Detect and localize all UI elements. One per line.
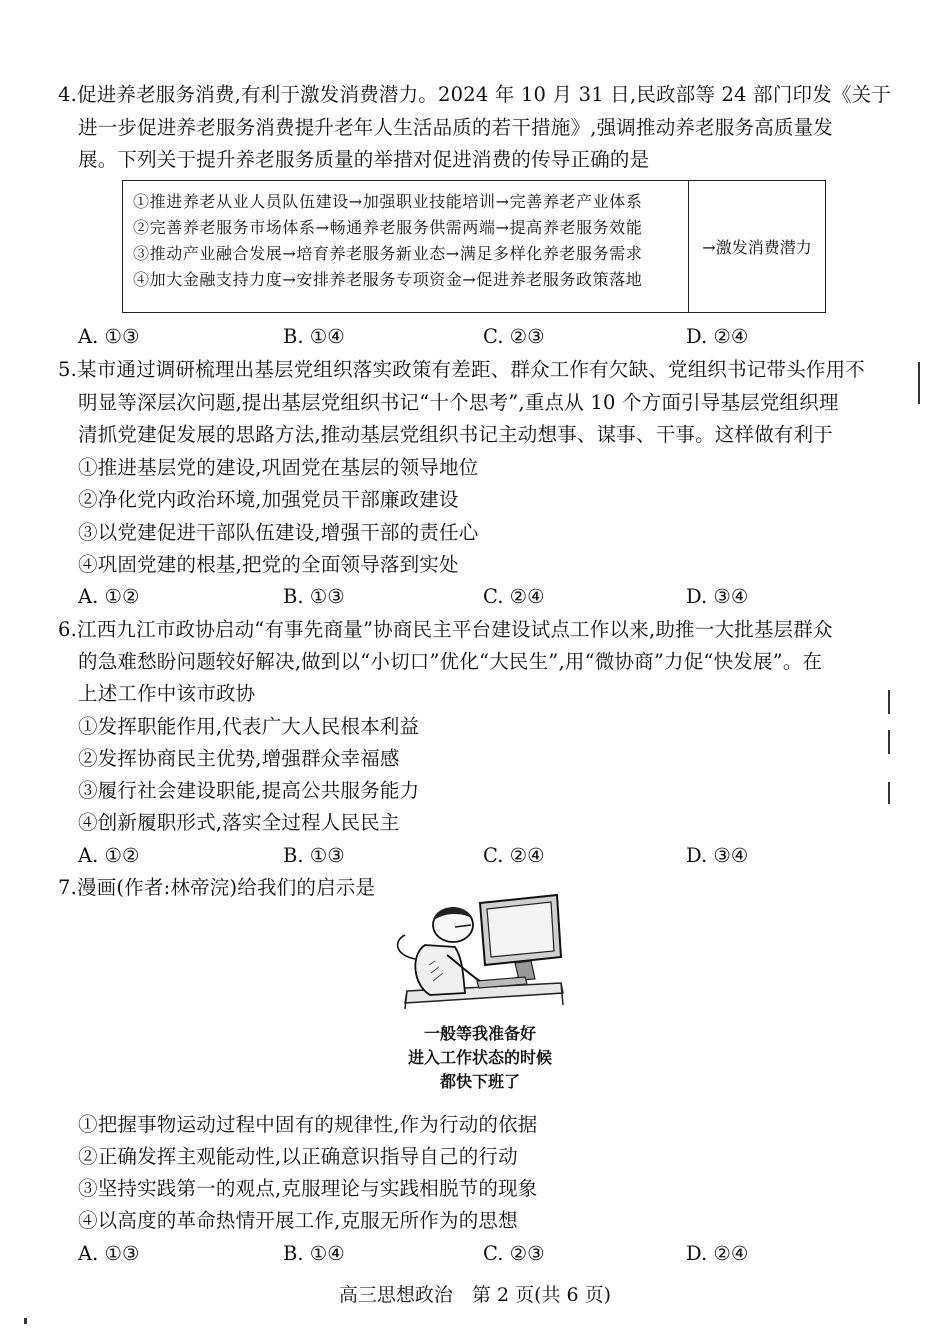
q4-option-b[interactable]: B. ①④ — [283, 325, 345, 348]
q5-option-d[interactable]: D. ③④ — [686, 585, 749, 608]
q4-stem-line-3: 展。下列关于提升养老服务质量的举措对促进消费的传导正确的是 — [78, 148, 650, 171]
q4-flow-row-4: ④加大金融支持力度→安排养老服务专项资金→促进养老服务政策落地 — [133, 270, 643, 289]
q5-option-c[interactable]: C. ②④ — [483, 585, 545, 608]
q7-stem-line-1: 7.漫画(作者:林帝浣)给我们的启示是 — [58, 876, 376, 899]
q7-option-a[interactable]: A. ①③ — [78, 1242, 140, 1265]
q4-option-d[interactable]: D. ②④ — [686, 325, 749, 348]
q6-stem-line-1: 6.江西九江市政协启动“有事先商量”协商民主平台建设试点工作以来,助推一大批基层群众 — [58, 618, 833, 641]
cartoon-caption-line-3: 都快下班了 — [439, 1072, 520, 1091]
q6-option-c[interactable]: C. ②④ — [483, 844, 545, 867]
q7-item-2: ②正确发挥主观能动性,以正确意识指导自己的行动 — [78, 1145, 518, 1168]
q4-flow-row-1: ①推进养老从业人员队伍建设→加强职业技能培训→完善养老产业体系 — [133, 192, 643, 211]
q5-option-b[interactable]: B. ①③ — [283, 585, 345, 608]
q5-item-4: ④巩固党建的根基,把党的全面领导落到实处 — [78, 553, 459, 576]
scan-corner-dot — [24, 1318, 27, 1324]
q4-option-a[interactable]: A. ①③ — [78, 325, 140, 348]
scan-edge-mark — [918, 362, 920, 404]
q6-item-3: ③履行社会建设职能,提高公共服务能力 — [78, 779, 420, 802]
q4-flow-result: →激发消费潜力 — [702, 238, 812, 257]
q7-item-1: ①把握事物运动过程中固有的规律性,作为行动的依据 — [78, 1113, 538, 1136]
scan-edge-mark — [888, 730, 890, 754]
q6-option-d[interactable]: D. ③④ — [686, 844, 749, 867]
scan-edge-mark — [888, 782, 890, 804]
q7-item-4: ④以高度的革命热情开展工作,克服无所作为的思想 — [78, 1209, 518, 1232]
q4-flow-table — [122, 180, 826, 313]
q5-item-2: ②净化党内政治环境,加强党员干部廉政建设 — [78, 488, 459, 511]
q6-item-1: ①发挥职能作用,代表广大人民根本利益 — [78, 715, 420, 738]
q5-stem-line-1: 5.某市通过调研梳理出基层党组织落实政策有差距、群众工作有欠缺、党组织书记带头作用不 — [58, 358, 866, 381]
q6-stem-line-2: 的急难愁盼问题较好解决,做到以“小切口”优化“大民生”,用“微协商”力促“快发展”。在 — [78, 650, 823, 673]
q5-item-3: ③以党建促进干部队伍建设,增强干部的责任心 — [78, 521, 479, 544]
q7-option-c[interactable]: C. ②③ — [483, 1242, 545, 1265]
q7-item-3: ③坚持实践第一的观点,克服理论与实践相脱节的现象 — [78, 1177, 538, 1200]
scan-edge-mark — [888, 690, 890, 714]
q5-option-a[interactable]: A. ①② — [78, 585, 140, 608]
q7-option-b[interactable]: B. ①④ — [283, 1242, 345, 1265]
q5-item-1: ①推进基层党的建设,巩固党在基层的领导地位 — [78, 456, 479, 479]
q6-item-4: ④创新履职形式,落实全过程人民民主 — [78, 811, 400, 834]
q4-stem-line-2: 进一步促进养老服务消费提升老年人生活品质的若干措施》,强调推动养老服务高质量发 — [78, 116, 833, 139]
q6-item-2: ②发挥协商民主优势,增强群众幸福感 — [78, 747, 400, 770]
q4-option-c[interactable]: C. ②③ — [483, 325, 545, 348]
q6-option-a[interactable]: A. ①② — [78, 844, 140, 867]
page-footer: 高三思想政治 第 2 页(共 6 页) — [338, 1284, 612, 1306]
cartoon-caption-line-2: 进入工作状态的时候 — [407, 1048, 552, 1067]
q4-flow-rows — [123, 181, 689, 312]
q6-stem-line-3: 上述工作中该市政协 — [78, 682, 256, 705]
q5-stem-line-2: 明显等深层次问题,提出基层党组织书记“十个思考”,重点从 10 个方面引导基层党组织理 — [78, 391, 839, 414]
q6-option-b[interactable]: B. ①③ — [283, 844, 345, 867]
q5-stem-line-3: 清抓党建促发展的思路方法,推动基层党组织书记主动想事、谋事、干事。这样做有利于 — [78, 423, 833, 446]
q4-stem-line-1: 4.促进养老服务消费,有利于激发消费潜力。2024 年 10 月 31 日,民政部等 24 部门印发《关于 — [58, 83, 892, 106]
cartoon-image — [385, 885, 570, 1010]
q4-flow-row-3: ③推动产业融合发展→培育养老服务新业态→满足多样化养老服务需求 — [133, 244, 643, 263]
q4-flow-row-2: ②完善养老服务市场体系→畅通养老服务供需两端→提高养老服务效能 — [133, 218, 643, 237]
cartoon-caption-line-1: 一般等我准备好 — [423, 1024, 536, 1043]
q7-option-d[interactable]: D. ②④ — [686, 1242, 749, 1265]
